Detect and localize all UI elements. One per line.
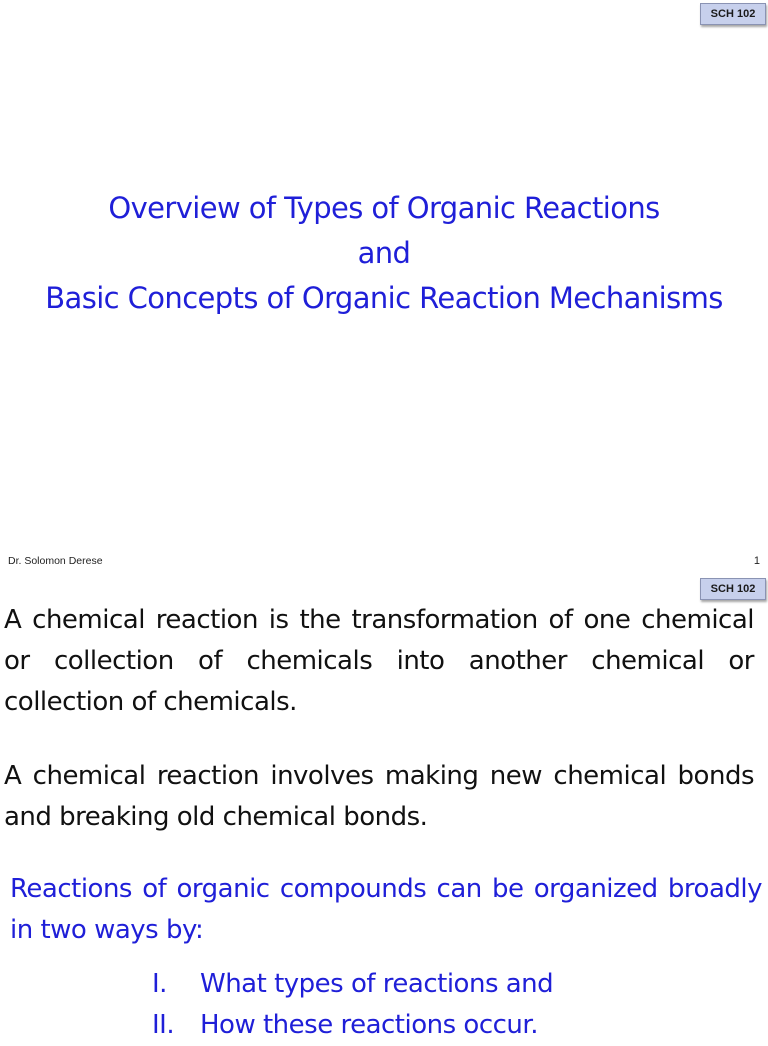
slide-title [0,186,768,321]
reaction-ways-list [152,964,553,1046]
course-code-badge: SCH 102 [700,578,766,600]
list-item-text: How these reactions occur. [200,1010,538,1040]
list-item-text: What types of reactions and [200,969,554,999]
list-item [152,964,553,1005]
list-marker: II. [152,1010,175,1040]
title-line: Overview of Types of Organic Reactions [108,191,660,225]
course-code-badge: SCH 102 [700,3,766,25]
list-marker: I. [152,969,167,999]
organization-paragraph: Reactions of organic compounds can be organized broadly in two ways by: [10,874,762,945]
content-slide [0,576,768,1040]
title-line: Basic Concepts of Organic Reaction Mechanisms [45,281,723,315]
author-name: Dr. Solomon Derese [8,555,103,567]
bonds-paragraph: A chemical reaction involves making new chemical bonds and breaking old chemical bonds. [4,761,754,832]
list-item [152,1005,553,1046]
page-number: 1 [753,555,760,567]
title-line: and [357,236,411,270]
definition-paragraph: A chemical reaction is the transformation of one chemical or collection of chemicals into another chemical or collection of chemicals. [4,605,754,717]
